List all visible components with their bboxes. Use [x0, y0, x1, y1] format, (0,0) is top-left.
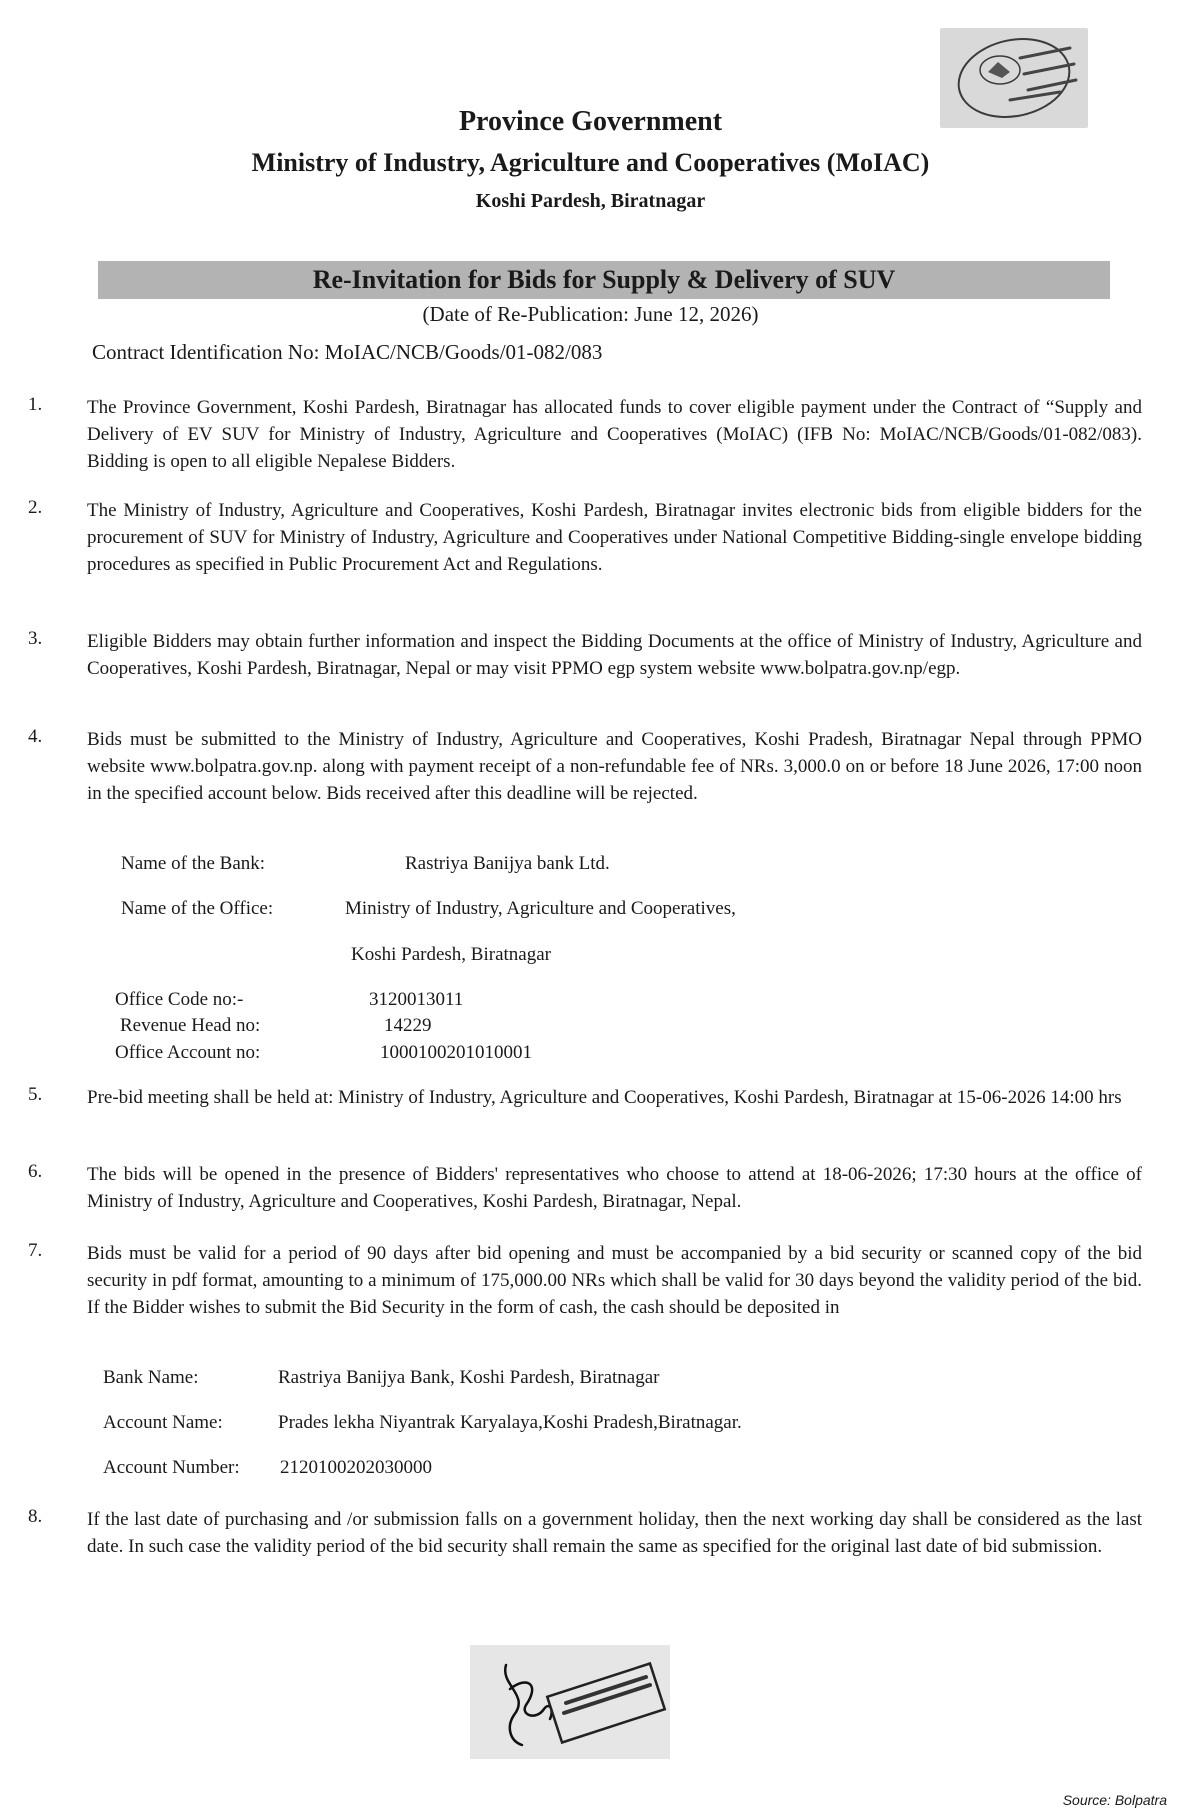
security-account-name-value: Prades lekha Niyantrak Karyalaya,Koshi Pradesh,Biratnagar. — [278, 1412, 742, 1433]
item-number: 7. — [28, 1240, 43, 1261]
item-number: 2. — [28, 497, 43, 518]
source-credit: Source: Bolpatra — [1062, 1792, 1167, 1808]
revenue-head-label: Revenue Head no: — [120, 1015, 261, 1036]
security-bank-label: Bank Name: — [103, 1367, 199, 1388]
header-location: Koshi Pardesh, Biratnagar — [475, 190, 706, 212]
contract-identification: Contract Identification No: MoIAC/NCB/Goods/01-082/083 — [92, 340, 603, 364]
item-number: 4. — [28, 726, 43, 747]
item-text: Bids must be valid for a period of 90 days after bid opening and must be accompanied by a bid security or scanned copy of the bid security in pdf format, amounting to a minimum of 175,000.00 NRs which shall be valid for 30 days beyond the validity period of the bid. If the Bidder wishes to submit the Bid Security in the form of cash, the cash should be deposited in — [87, 1243, 1142, 1318]
office-code-value: 3120013011 — [369, 989, 464, 1010]
item-number: 3. — [28, 628, 43, 649]
revenue-head-value: 14229 — [384, 1015, 432, 1036]
fee-office-value-1: Ministry of Industry, Agriculture and Cooperatives, — [345, 898, 736, 919]
fee-bank-value: Rastriya Banijya bank Ltd. — [405, 853, 610, 874]
item-text: The Ministry of Industry, Agriculture and Cooperatives, Koshi Pardesh, Biratnagar invites electronic bids from eligible bidders for the procurement of SUV for Ministry of Industry, Agriculture and Cooperatives under National Competitive Bidding-single envelope bidding procedures as specified in Public Procurement Act and Regulations. — [87, 500, 1142, 575]
notice-title-bar — [98, 261, 1110, 299]
fee-office-label: Name of the Office: — [121, 898, 274, 919]
item-number: 1. — [28, 394, 43, 415]
item-number: 5. — [28, 1084, 43, 1105]
item-text: The bids will be opened in the presence of Bidders' representatives who choose to attend at 18-06-2026; 17:30 hours at the office of Ministry of Industry, Agriculture and Cooperatives, Koshi Pardesh, Biratnagar, Nepal. — [87, 1164, 1142, 1212]
office-code-label: Office Code no:- — [115, 989, 244, 1010]
item-text: Pre-bid meeting shall be held at: Ministry of Industry, Agriculture and Cooperatives, Koshi Pardesh, Biratnagar at 15-06-2026 14:00 hrs — [87, 1087, 1122, 1108]
security-account-number-label: Account Number: — [103, 1457, 240, 1478]
item-number: 8. — [28, 1506, 43, 1527]
security-account-name-label: Account Name: — [103, 1412, 223, 1433]
fee-bank-label: Name of the Bank: — [121, 853, 266, 874]
item-text: If the last date of purchasing and /or submission falls on a government holiday, then the next working day shall be considered as the last date. In such case the validity period of the bid security shall remain the same as specified for the original last date of bid submission. — [87, 1509, 1142, 1557]
office-account-value: 1000100201010001 — [380, 1042, 532, 1063]
office-account-label: Office Account no: — [115, 1042, 261, 1063]
fee-office-value-2: Koshi Pardesh, Biratnagar — [351, 944, 551, 965]
item-text: The Province Government, Koshi Pardesh, Biratnagar has allocated funds to cover eligible payment under the Contract of “Supply and Delivery of EV SUV for Ministry of Industry, Agriculture and Cooperatives (MoIAC) (IFB No: MoIAC/NCB/Goods/01-082/083). Bidding is open to all eligible Nepalese Bidders. — [87, 397, 1142, 472]
publication-date: (Date of Re-Publication: June 12, 2026) — [422, 302, 759, 326]
header-ministry: Ministry of Industry, Agriculture and Cooperatives (MoIAC) — [251, 148, 930, 177]
signature-stamp — [470, 1645, 670, 1759]
item-text: Eligible Bidders may obtain further information and inspect the Bidding Documents at the office of Ministry of Industry, Agriculture and Cooperatives, Koshi Pardesh, Biratnagar, Nepal or may visit PPMO egp system website www.bolpatra.gov.np/egp. — [87, 631, 1142, 679]
security-bank-value: Rastriya Banijya Bank, Koshi Pardesh, Biratnagar — [278, 1367, 660, 1388]
item-number: 6. — [28, 1161, 43, 1182]
header-province: Province Government — [458, 106, 723, 137]
item-text: Bids must be submitted to the Ministry of Industry, Agriculture and Cooperatives, Koshi Pradesh, Biratnagar Nepal through PPMO website www.bolpatra.gov.np. along with payment receipt of a non-refundable fee of NRs. 3,000.0 on or before 18 June 2026, 17:00 noon in the specified account below. Bids received after this deadline will be rejected. — [87, 729, 1142, 804]
notice-title: Re-Invitation for Bids for Supply & Delivery of SUV — [312, 265, 896, 294]
security-account-number-value: 2120100202030000 — [280, 1457, 432, 1478]
